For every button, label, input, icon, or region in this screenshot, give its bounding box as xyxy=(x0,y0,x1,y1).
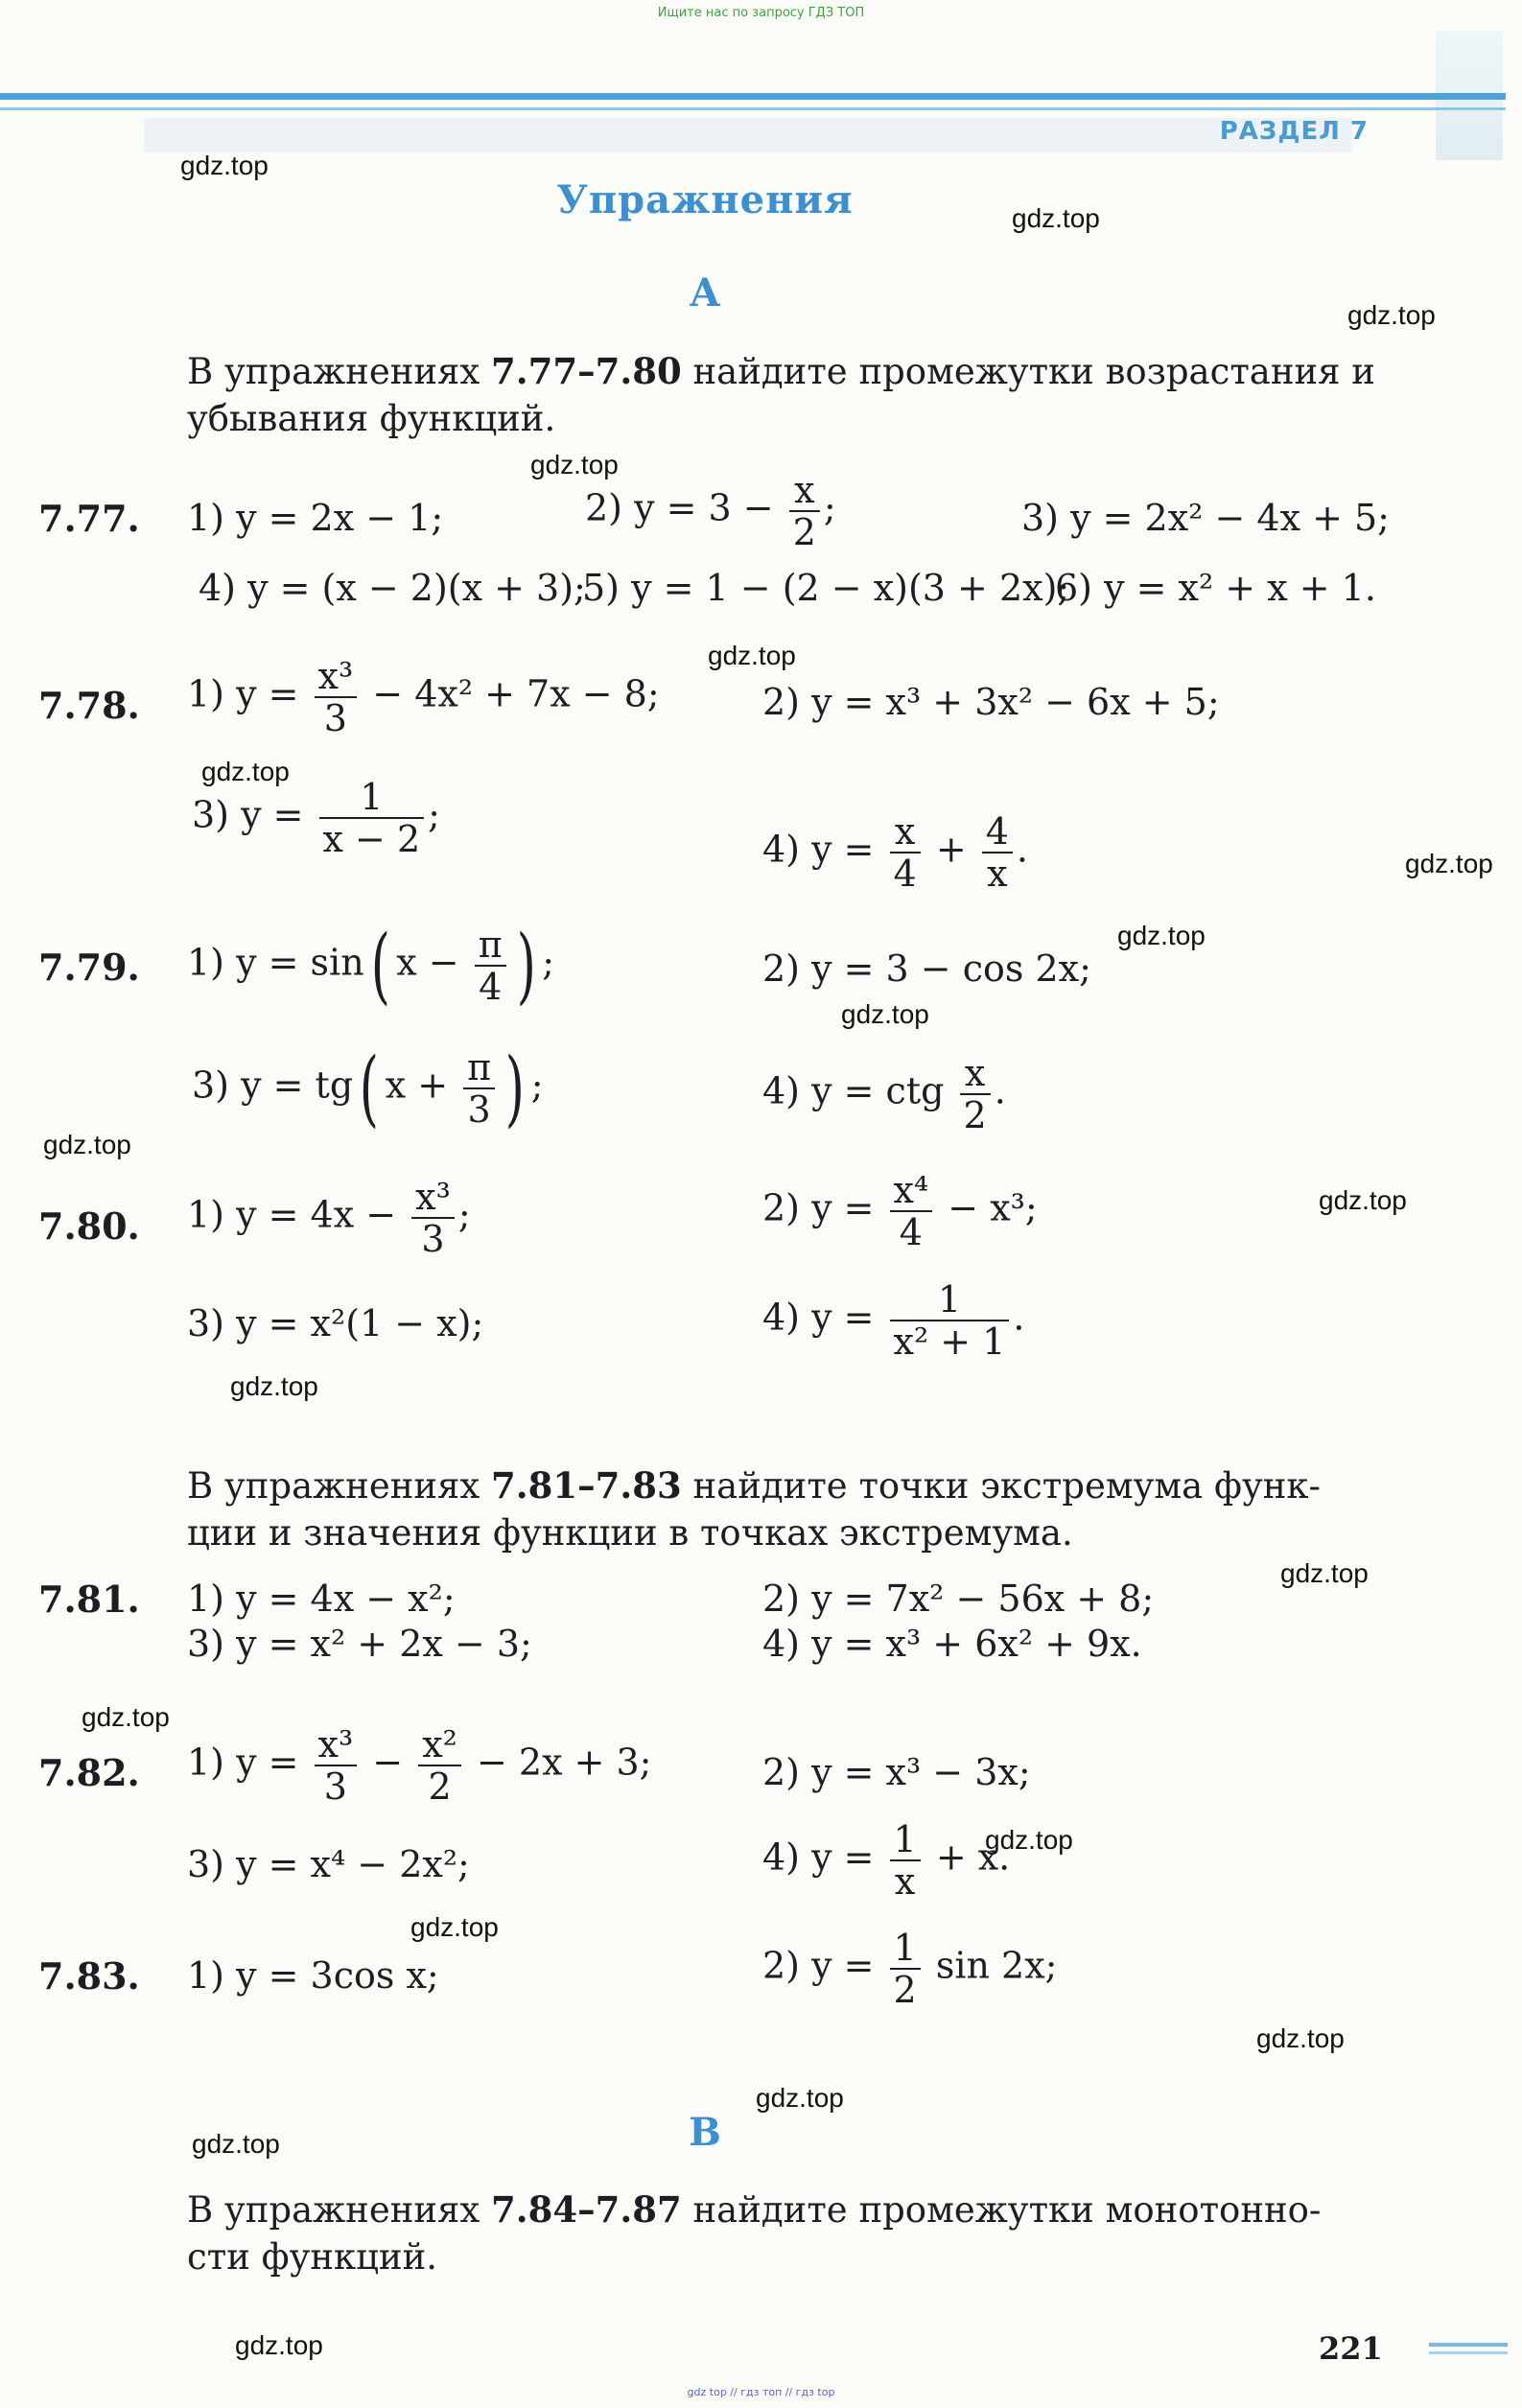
exercise-part: 3) y = x²(1 − x); xyxy=(187,1302,484,1344)
exercise-number: 7.81. xyxy=(38,1578,140,1621)
exercise-number: 7.79. xyxy=(38,946,140,989)
watermark: gdz.top xyxy=(1012,203,1100,233)
watermark: gdz.top xyxy=(841,999,929,1029)
watermark: gdz.top xyxy=(1117,921,1206,950)
watermark: gdz.top xyxy=(82,1702,170,1732)
exercise-part: 2) y = 3 − $\frac{x}{2}$ ; xyxy=(585,469,836,553)
watermark: gdz.top xyxy=(1405,849,1493,878)
watermark: gdz.top xyxy=(530,450,619,479)
watermark: gdz.top xyxy=(192,2129,280,2159)
group-b-label: В xyxy=(689,2110,721,2155)
exercise-number: 7.83. xyxy=(38,1954,140,1998)
exercise-part: 2) y = $\frac{\text{x⁴}}{4}$ − x³; xyxy=(762,1169,1038,1253)
instruction-paragraph: В упражнениях 7.81–7.83 найдите точки экстремума функ-ции и значения функции в точках экстремума. xyxy=(187,1464,1322,1554)
exercise-part: 3) y = x² + 2x − 3; xyxy=(187,1623,532,1665)
instruction-paragraph: В упражнениях 7.84–7.87 найдите промежутки монотонно-сти функций. xyxy=(187,2188,1322,2278)
exercise-part: 1) y = 4x − x²; xyxy=(187,1578,456,1620)
watermark: gdz.top xyxy=(201,757,290,786)
exercise-part: 2) y = x³ − 3x; xyxy=(762,1751,1031,1793)
exercise-part: 2) y = 3 − cos 2x; xyxy=(762,947,1091,990)
exercise-part: 3) y = x⁴ − 2x²; xyxy=(187,1843,470,1885)
watermark: gdz.top xyxy=(43,1130,131,1159)
exercise-part: 4) y = (x − 2)(x + 3); xyxy=(199,567,586,609)
watermark: gdz.top xyxy=(410,1912,499,1942)
header-band xyxy=(144,118,1352,152)
exercise-part: 6) y = x² + x + 1. xyxy=(1055,567,1376,609)
exercise-part: 1) y = $\frac{\text{x³}}{3}$ − 4x² + 7x − 8; xyxy=(187,655,660,739)
exercise-part: 4) y = $\frac{1}{\text{x² + 1}}$ . xyxy=(762,1278,1025,1363)
watermark: gdz.top xyxy=(756,2083,844,2113)
exercise-number: 7.82. xyxy=(38,1751,140,1794)
exercise-part: 1) y = 2x − 1; xyxy=(187,497,444,539)
watermark: gdz.top xyxy=(1256,2023,1345,2053)
exercise-number: 7.80. xyxy=(38,1204,140,1248)
exercise-part: 4) y = $\frac{x}{4}$ + $\frac{4}{x}$ . xyxy=(762,810,1029,895)
header-rule-thin xyxy=(0,107,1506,110)
exercise-number: 7.77. xyxy=(38,497,140,540)
exercise-part: 5) y = 1 − (2 − x)(3 + 2x); xyxy=(582,567,1070,609)
exercise-part: 4) y = x³ + 6x² + 9x. xyxy=(762,1623,1142,1665)
exercise-part: 2) y = 7x² − 56x + 8; xyxy=(762,1578,1155,1620)
exercise-part: 1) y = sin( x − $\frac{\pi}{4}$ ) ; xyxy=(187,918,555,1014)
watermark: gdz.top xyxy=(230,1371,318,1401)
exercise-part: 1) y = 4x − $\frac{\text{x³}}{3}$ ; xyxy=(187,1176,471,1260)
exercise-part: 3) y = tg( x + $\frac{\pi}{3}$ ) ; xyxy=(192,1040,544,1136)
exercise-part: 3) y = $\frac{1}{x - 2}$ ; xyxy=(192,776,440,860)
watermark: gdz.top xyxy=(1347,300,1436,330)
group-a-label: А xyxy=(689,270,721,316)
section-label: РАЗДЕЛ 7 xyxy=(1219,117,1369,146)
exercise-part: 1) y = 3cos x; xyxy=(187,1954,439,1997)
exercise-part: 4) y = $\frac{1}{x}$ + x. xyxy=(762,1818,1011,1903)
watermark: gdz.top xyxy=(708,641,796,670)
exercise-part: 3) y = 2x² − 4x + 5; xyxy=(1021,497,1390,539)
watermark: gdz.top xyxy=(985,1825,1073,1855)
exercise-part: 1) y = $\frac{\text{x³}}{3}$ − $\frac{\text{x²}}{2}$ − 2x + 3; xyxy=(187,1723,652,1808)
exercise-part: 2) y = x³ + 3x² − 6x + 5; xyxy=(762,681,1220,723)
footer-rule-thin xyxy=(1429,2351,1508,2354)
page-number: 221 xyxy=(1319,2330,1383,2367)
exercise-part: 4) y = ctg $\frac{x}{2}$ . xyxy=(762,1052,1006,1136)
exercise-number: 7.78. xyxy=(38,684,140,727)
footer-note: gdz top // гдз топ // гдз top xyxy=(687,2386,835,2398)
header-rule xyxy=(0,93,1506,100)
footer-rule xyxy=(1429,2343,1508,2347)
watermark: gdz.top xyxy=(235,2330,323,2360)
instruction-paragraph: В упражнениях 7.77–7.80 найдите промежутки возрастания и убывания функций. xyxy=(187,350,1375,439)
exercise-part: 2) y = $\frac{1}{2}$ sin 2x; xyxy=(762,1927,1058,2011)
top-note: Ищите нас по запросу ГДЗ ТОП xyxy=(657,6,865,20)
watermark: gdz.top xyxy=(1319,1185,1407,1215)
watermark: gdz.top xyxy=(180,151,269,180)
watermark: gdz.top xyxy=(1280,1558,1369,1588)
page-title: Упражнения xyxy=(556,177,854,222)
